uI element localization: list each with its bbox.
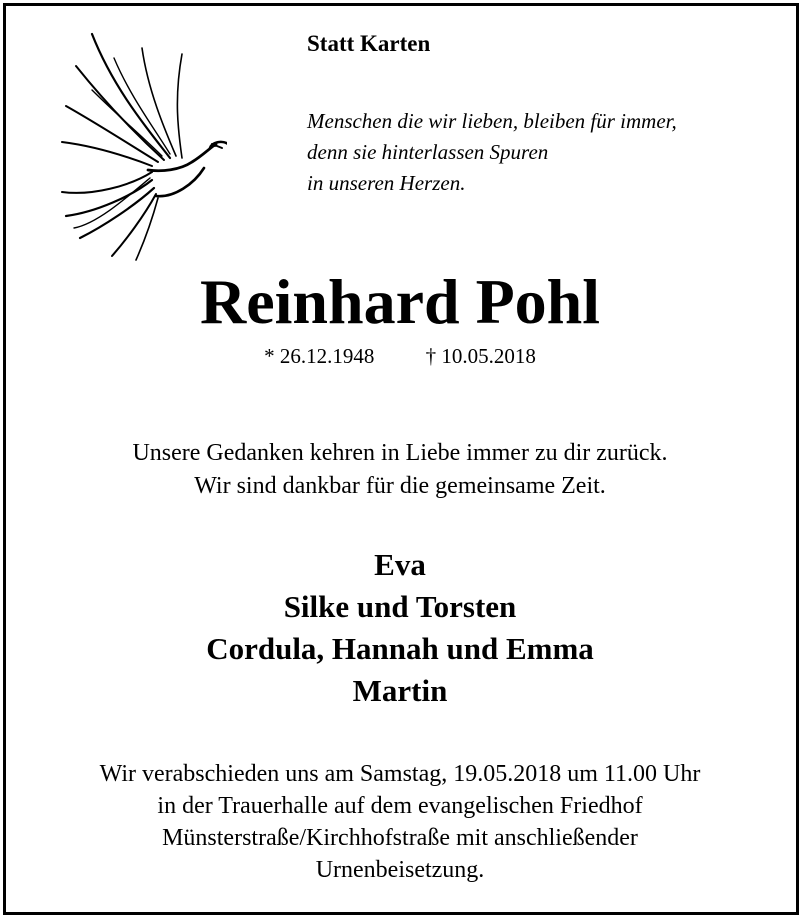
service-info [0, 758, 800, 886]
service-line: Wir verabschieden uns am Samstag, 19.05.2018 um 11.00 Uhr [99, 761, 701, 787]
family-names [0, 544, 800, 712]
thanks-line: Unsere Gedanken kehren in Liebe immer zu dir zurück. [132, 440, 668, 466]
family-name: Eva [374, 547, 426, 582]
birth-date: * 26.12.1948 [264, 344, 375, 368]
quote [307, 106, 677, 199]
quote-line: denn sie hinterlassen Spuren [307, 140, 549, 164]
family-name: Martin [352, 673, 448, 708]
life-dates [0, 344, 800, 369]
service-line: Urnenbeisetzung. [315, 857, 485, 883]
thanks-line: Wir sind dankbar für die gemeinsame Zeit. [194, 473, 606, 499]
thanks-text [0, 437, 800, 503]
service-line: Münsterstraße/Kirchhofstraße mit anschließender [162, 825, 638, 851]
quote-line: Menschen die wir lieben, bleiben für immer, [307, 109, 677, 133]
header-title: Statt Karten [307, 31, 431, 56]
service-line: in der Trauerhalle auf dem evangelischen Friedhof [157, 793, 643, 819]
death-date: † 10.05.2018 [425, 344, 536, 368]
deceased-name: Reinhard Pohl [199, 266, 601, 337]
family-name: Cordula, Hannah und Emma [206, 631, 594, 666]
dove-icon [52, 20, 227, 270]
family-name: Silke und Torsten [283, 589, 517, 624]
quote-line: in unseren Herzen. [307, 171, 466, 195]
